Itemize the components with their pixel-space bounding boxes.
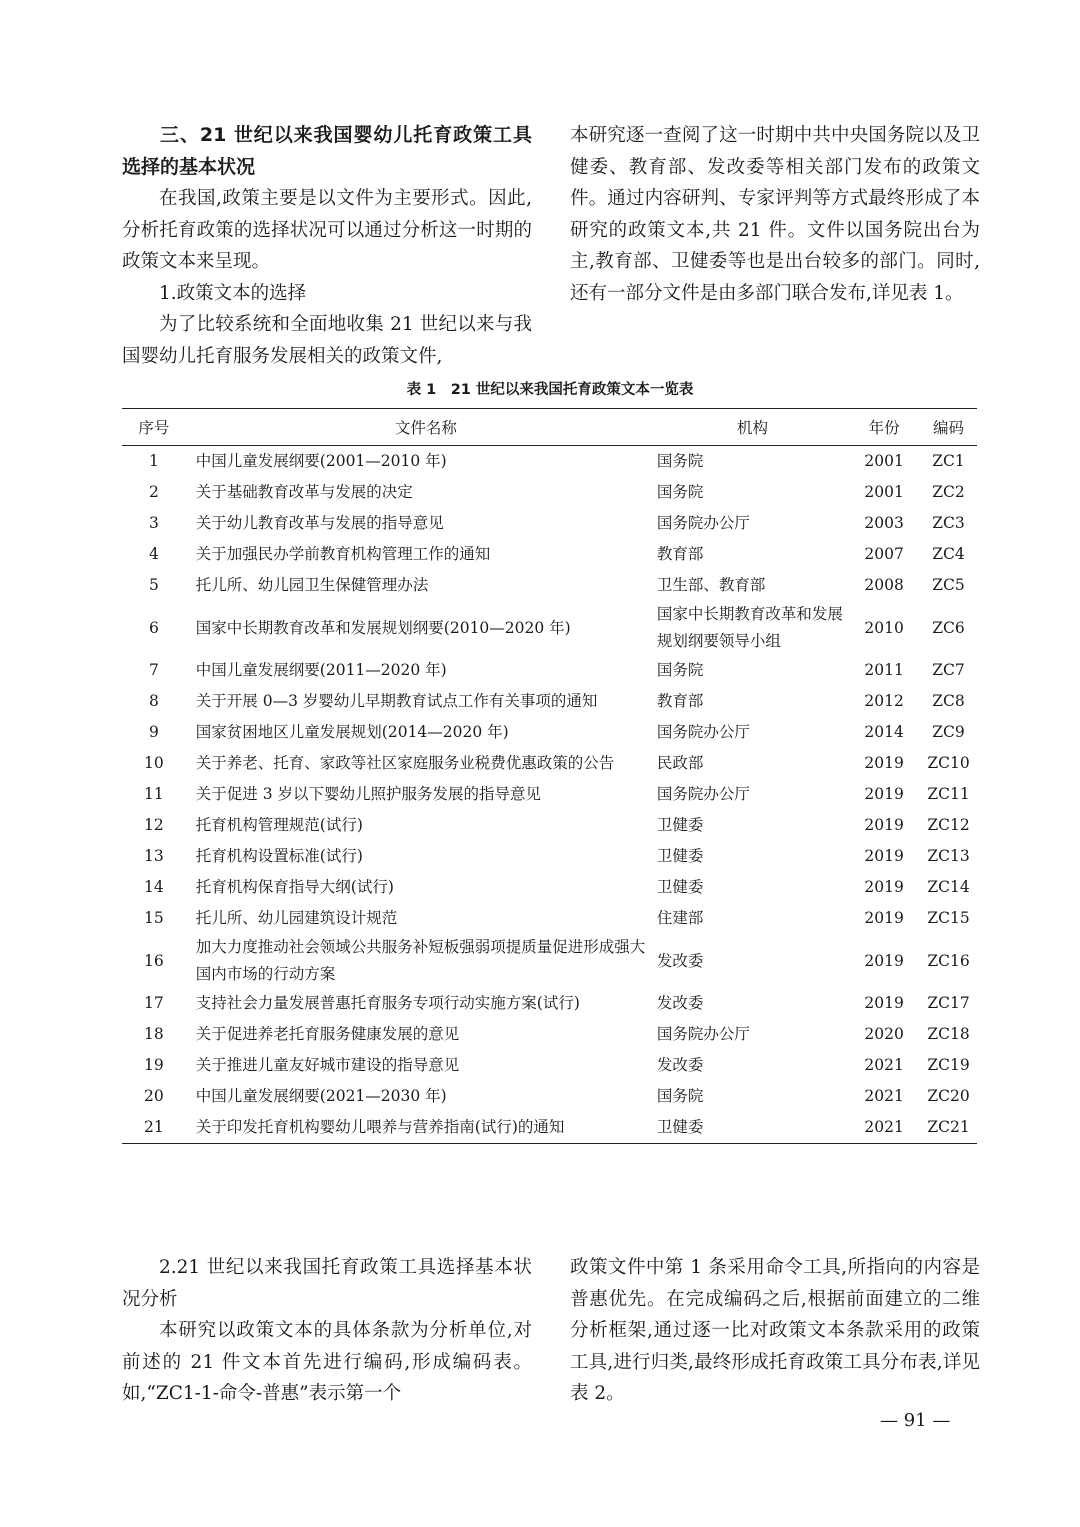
cell-title: 托育机构保育指导大纲(试行) bbox=[195, 878, 394, 896]
cell-code: ZC10 bbox=[927, 754, 970, 772]
cell-agency: 国务院办公厅 bbox=[656, 514, 750, 532]
cell-agency: 卫生部、教育部 bbox=[656, 576, 766, 594]
cell-agency: 发改委 bbox=[656, 994, 704, 1012]
page-number: — 91 — bbox=[880, 1410, 951, 1431]
cell-code: ZC7 bbox=[932, 661, 965, 679]
cell-title: 中国儿童发展纲要(2011—2020 年) bbox=[195, 661, 447, 679]
left-column-top bbox=[122, 120, 532, 372]
cell-agency: 国务院办公厅 bbox=[656, 723, 750, 741]
cell-code: ZC20 bbox=[927, 1087, 970, 1105]
cell-agency: 国务院 bbox=[656, 1087, 704, 1105]
cell-index: 2 bbox=[148, 483, 159, 501]
paragraph-2-left: 为了比较系统和全面地收集 21 世纪以来与我国婴幼儿托育服务发展相关的政策文件, bbox=[122, 314, 532, 367]
cell-index: 18 bbox=[144, 1025, 164, 1043]
table-row bbox=[122, 717, 977, 748]
paragraph-3-left: 本研究以政策文本的具体条款为分析单位,对前述的 21 件文本首先进行编码,形成编码表。如,“ZC1-1-命令-普惠”表示第一个 bbox=[122, 1320, 532, 1404]
table-row bbox=[122, 446, 977, 478]
cell-year: 2020 bbox=[864, 1025, 904, 1043]
cell-index: 1 bbox=[148, 452, 159, 470]
cell-code: ZC13 bbox=[927, 847, 970, 865]
paragraph-1: 在我国,政策主要是以文件为主要形式。因此,分析托育政策的选择状况可以通过分析这一时期的政策文本来呈现。 bbox=[122, 188, 532, 272]
cell-agency: 民政部 bbox=[656, 754, 704, 772]
table-row bbox=[122, 570, 977, 601]
cell-title: 托儿所、幼儿园建筑设计规范 bbox=[195, 909, 398, 927]
section-title: 三、21 世纪以来我国婴幼儿托育政策工具选择的基本状况 bbox=[122, 124, 532, 178]
cell-year: 2011 bbox=[864, 661, 904, 679]
cell-agency: 教育部 bbox=[656, 545, 704, 563]
cell-agency: 国务院办公厅 bbox=[656, 785, 750, 803]
cell-index: 11 bbox=[144, 785, 164, 803]
cell-index: 12 bbox=[144, 816, 164, 834]
table-row bbox=[122, 779, 977, 810]
cell-agency: 卫健委 bbox=[656, 847, 704, 865]
cell-year: 2003 bbox=[864, 514, 904, 532]
cell-title: 中国儿童发展纲要(2001—2010 年) bbox=[195, 452, 447, 470]
table-row bbox=[122, 934, 977, 988]
right-column-bottom bbox=[570, 1252, 980, 1410]
table-row bbox=[122, 903, 977, 934]
cell-index: 4 bbox=[148, 545, 159, 563]
cell-code: ZC5 bbox=[932, 576, 965, 594]
header-index: 序号 bbox=[122, 409, 186, 446]
cell-agency: 卫健委 bbox=[656, 816, 704, 834]
cell-title: 关于加强民办学前教育机构管理工作的通知 bbox=[195, 545, 491, 563]
cell-code: ZC16 bbox=[927, 951, 970, 970]
cell-agency: 国务院 bbox=[656, 661, 704, 679]
cell-year: 2019 bbox=[864, 785, 904, 803]
cell-index: 6 bbox=[148, 618, 159, 637]
cell-year: 2019 bbox=[864, 754, 904, 772]
table-row bbox=[122, 748, 977, 779]
cell-index: 10 bbox=[144, 754, 164, 772]
cell-year: 2019 bbox=[864, 994, 904, 1012]
table-row bbox=[122, 686, 977, 717]
header-title: 文件名称 bbox=[186, 409, 657, 446]
cell-index: 7 bbox=[148, 661, 159, 679]
cell-year: 2019 bbox=[864, 909, 904, 927]
cell-year: 2008 bbox=[864, 576, 904, 594]
table-header-row bbox=[122, 409, 977, 446]
cell-code: ZC12 bbox=[927, 816, 970, 834]
cell-title: 托育机构管理规范(试行) bbox=[195, 816, 363, 834]
cell-index: 9 bbox=[148, 723, 159, 741]
cell-year: 2001 bbox=[864, 483, 904, 501]
cell-agency: 发改委 bbox=[656, 1056, 704, 1074]
cell-index: 19 bbox=[144, 1056, 164, 1074]
cell-agency: 住建部 bbox=[656, 909, 704, 927]
cell-title: 关于推进儿童友好城市建设的指导意见 bbox=[195, 1056, 460, 1074]
cell-agency: 卫健委 bbox=[656, 878, 704, 896]
table-row bbox=[122, 655, 977, 686]
cell-index: 8 bbox=[148, 692, 159, 710]
cell-code: ZC21 bbox=[920, 1112, 977, 1144]
cell-title: 支持社会力量发展普惠托育服务专项行动实施方案(试行) bbox=[195, 994, 580, 1012]
cell-title: 关于印发托育机构婴幼儿喂养与营养指南(试行)的通知 bbox=[186, 1112, 657, 1144]
cell-code: ZC3 bbox=[932, 514, 965, 532]
subsection-title-2: 2.21 世纪以来我国托育政策工具选择基本状况分析 bbox=[122, 1257, 532, 1310]
cell-agency: 国务院 bbox=[656, 483, 704, 501]
cell-year: 2007 bbox=[864, 545, 904, 563]
header-year: 年份 bbox=[848, 409, 920, 446]
cell-code: ZC11 bbox=[927, 785, 970, 803]
table-row bbox=[122, 1050, 977, 1081]
cell-code: ZC4 bbox=[932, 545, 965, 563]
cell-agency: 教育部 bbox=[656, 692, 704, 710]
cell-code: ZC1 bbox=[932, 452, 965, 470]
cell-title: 关于基础教育改革与发展的决定 bbox=[195, 483, 413, 501]
cell-index: 5 bbox=[148, 576, 159, 594]
cell-code: ZC8 bbox=[932, 692, 965, 710]
cell-year: 2019 bbox=[864, 951, 904, 970]
cell-title: 托儿所、幼儿园卫生保健管理办法 bbox=[195, 576, 429, 594]
left-column-bottom bbox=[122, 1252, 532, 1410]
cell-agency: 国家中长期教育改革和发展规划纲要领导小组 bbox=[656, 605, 843, 650]
cell-index: 14 bbox=[144, 878, 164, 896]
cell-code: ZC18 bbox=[927, 1025, 970, 1043]
table-row bbox=[122, 1081, 977, 1112]
cell-year: 2010 bbox=[864, 618, 904, 637]
cell-code: ZC14 bbox=[927, 878, 970, 896]
table-row bbox=[122, 1019, 977, 1050]
cell-title: 托育机构设置标准(试行) bbox=[195, 847, 363, 865]
table-row bbox=[122, 988, 977, 1019]
right-column-top bbox=[570, 120, 980, 309]
cell-title: 关于养老、托育、家政等社区家庭服务业税费优惠政策的公告 bbox=[195, 754, 615, 772]
cell-title: 关于促进 3 岁以下婴幼儿照护服务发展的指导意见 bbox=[195, 785, 542, 803]
table-row bbox=[122, 841, 977, 872]
subsection-title-1: 1.政策文本的选择 bbox=[159, 282, 307, 304]
policy-table bbox=[122, 408, 977, 1144]
header-agency: 机构 bbox=[657, 409, 848, 446]
table-row bbox=[122, 477, 977, 508]
cell-code: ZC15 bbox=[927, 909, 970, 927]
cell-year: 2021 bbox=[848, 1112, 920, 1144]
table-row bbox=[122, 601, 977, 655]
table-row bbox=[122, 872, 977, 903]
cell-year: 2014 bbox=[864, 723, 904, 741]
cell-index: 17 bbox=[144, 994, 164, 1012]
cell-year: 2019 bbox=[864, 878, 904, 896]
cell-agency: 国务院办公厅 bbox=[656, 1025, 750, 1043]
cell-index: 13 bbox=[144, 847, 164, 865]
cell-code: ZC2 bbox=[932, 483, 965, 501]
table-caption: 表 1 21 世纪以来我国托育政策文本一览表 bbox=[406, 382, 694, 398]
cell-code: ZC6 bbox=[932, 618, 965, 637]
cell-title: 关于幼儿教育改革与发展的指导意见 bbox=[195, 514, 444, 532]
cell-index: 3 bbox=[148, 514, 159, 532]
cell-index: 20 bbox=[144, 1087, 164, 1105]
cell-year: 2019 bbox=[864, 847, 904, 865]
table-row bbox=[122, 508, 977, 539]
cell-year: 2012 bbox=[864, 692, 904, 710]
cell-code: ZC9 bbox=[932, 723, 965, 741]
cell-year: 2019 bbox=[864, 816, 904, 834]
table-row bbox=[122, 810, 977, 841]
cell-index: 15 bbox=[144, 909, 164, 927]
cell-agency: 卫健委 bbox=[657, 1112, 848, 1144]
paragraph-2-right: 本研究逐一查阅了这一时期中共中央国务院以及卫健委、教育部、发改委等相关部门发布的政策文件。通过内容研判、专家评判等方式最终形成了本研究的政策文本,共 21 件。文件以国务院出台为主,教育部、卫健委等也是出台较多的部门。同时,还有一部分文件是由多部门联合发布,详见表 1。 bbox=[570, 125, 980, 304]
cell-title: 国家中长期教育改革和发展规划纲要(2010—2020 年) bbox=[195, 618, 571, 637]
cell-code: ZC19 bbox=[927, 1056, 970, 1074]
table-row bbox=[122, 539, 977, 570]
cell-agency: 发改委 bbox=[656, 951, 704, 970]
cell-year: 2021 bbox=[864, 1087, 904, 1105]
cell-title: 中国儿童发展纲要(2021—2030 年) bbox=[195, 1087, 447, 1105]
header-code: 编码 bbox=[920, 409, 977, 446]
cell-year: 2001 bbox=[864, 452, 904, 470]
cell-title: 关于促进养老托育服务健康发展的意见 bbox=[195, 1025, 460, 1043]
cell-agency: 国务院 bbox=[656, 452, 704, 470]
paragraph-3-right: 政策文件中第 1 条采用命令工具,所指向的内容是普惠优先。在完成编码之后,根据前面建立的二维分析框架,通过逐一比对政策文本条款采用的政策工具,进行归类,最终形成托育政策工具分布表,详见表 2。 bbox=[570, 1257, 980, 1404]
cell-index: 16 bbox=[144, 951, 164, 970]
cell-year: 2021 bbox=[864, 1056, 904, 1074]
cell-title: 加大力度推动社会领域公共服务补短板强弱项提质量促进形成强大国内市场的行动方案 bbox=[195, 938, 646, 983]
cell-code: ZC17 bbox=[927, 994, 970, 1012]
cell-index: 21 bbox=[122, 1112, 186, 1144]
cell-title: 国家贫困地区儿童发展规划(2014—2020 年) bbox=[195, 723, 509, 741]
table-row bbox=[122, 1112, 977, 1144]
cell-title: 关于开展 0—3 岁婴幼儿早期教育试点工作有关事项的通知 bbox=[195, 692, 598, 710]
